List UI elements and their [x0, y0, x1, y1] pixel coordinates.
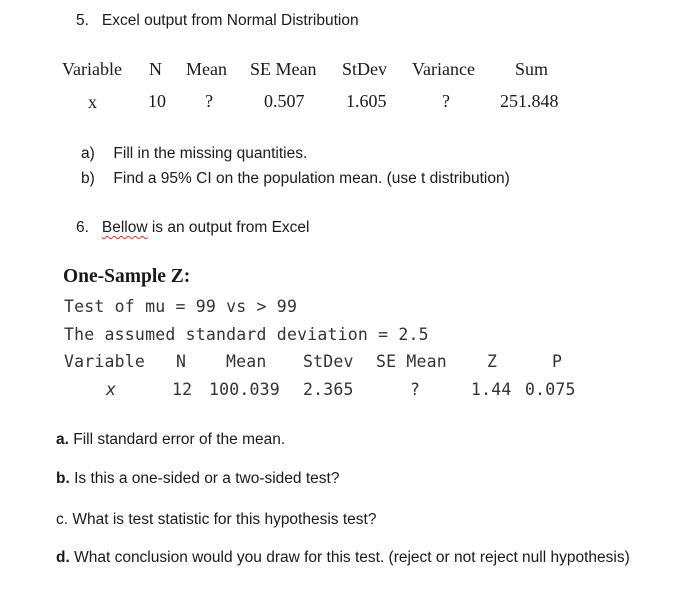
q6-title-line — [76, 219, 310, 237]
q6-question-b-label: b. — [56, 470, 70, 487]
q6-question-a — [56, 431, 285, 449]
q6-output-heading: One-Sample Z: — [63, 266, 191, 287]
q6-cell-variable: x — [106, 380, 117, 399]
q6-question-c-label: c. — [56, 511, 69, 528]
q5-cell-se-mean: 0.507 — [264, 91, 305, 111]
q6-question-a-text: Fill standard error of the mean. — [68, 431, 286, 448]
q5-part-b-label: b) — [81, 170, 95, 187]
q6-question-d-label: d. — [56, 549, 70, 566]
q6-output-sd-line: The assumed standard deviation = 2.5 — [64, 325, 429, 344]
q5-header-variable: Variable — [62, 59, 122, 79]
q5-part-a-text: Fill in the missing quantities. — [113, 145, 308, 162]
q6-question-c-text: What is test statistic for this hypothesis test? — [68, 511, 377, 528]
q6-cell-se-mean: ? — [410, 380, 421, 399]
q5-title: Excel output from Normal Distribution — [101, 12, 359, 29]
q5-header-se-mean: SE Mean — [250, 59, 317, 79]
q6-question-a-label: a. — [56, 431, 69, 448]
q5-header-stdev: StDev — [342, 59, 387, 79]
q6-question-d — [56, 549, 630, 567]
q6-header-z: Z — [487, 352, 498, 371]
q6-cell-p: 0.075 — [525, 380, 576, 399]
q6-cell-z: 1.44 — [471, 380, 512, 399]
q6-question-b — [56, 470, 339, 488]
q6-header-se-mean: SE Mean — [376, 352, 447, 371]
q6-cell-n: 12 — [172, 380, 193, 399]
q5-header-mean: Mean — [186, 59, 227, 79]
q5-part-b-text: Find a 95% CI on the population mean. (use t distribution) — [113, 170, 510, 187]
q6-header-variable: Variable — [64, 352, 146, 371]
q5-cell-stdev: 1.605 — [346, 91, 387, 111]
q6-header-mean: Mean — [226, 352, 267, 371]
q6-header-stdev: StDev — [303, 352, 354, 371]
q6-question-d-text: What conclusion would you draw for this test. (reject or not reject null hypothesis) — [69, 549, 630, 566]
q6-number: 6. — [76, 219, 89, 236]
q6-question-c — [56, 511, 376, 529]
q5-cell-variance: ? — [442, 91, 450, 111]
q6-cell-mean: 100.039 — [209, 380, 280, 399]
q5-cell-sum: 251.848 — [500, 91, 559, 111]
q5-title-line — [76, 12, 359, 30]
q5-cell-variable: x — [88, 92, 97, 112]
q5-part-a — [81, 145, 307, 163]
q5-cell-mean: ? — [205, 91, 213, 111]
q5-number: 5. — [76, 12, 89, 29]
q6-header-n: N — [176, 352, 187, 371]
q5-header-sum: Sum — [515, 59, 549, 79]
q5-part-b — [81, 170, 510, 188]
q6-cell-stdev: 2.365 — [303, 380, 354, 399]
q6-title-misspelled-word: Bellow — [101, 219, 148, 236]
q5-header-variance: Variance — [412, 59, 475, 79]
q5-cell-n: 10 — [148, 91, 166, 111]
q6-output-test-line: Test of mu = 99 vs > 99 — [64, 297, 298, 316]
q6-title-rest: is an output from Excel — [147, 219, 310, 236]
q6-header-p: P — [552, 352, 563, 371]
q6-question-b-text: Is this a one-sided or a two-sided test? — [69, 470, 340, 487]
q5-part-a-label: a) — [81, 145, 95, 162]
q5-header-n: N — [149, 59, 162, 79]
